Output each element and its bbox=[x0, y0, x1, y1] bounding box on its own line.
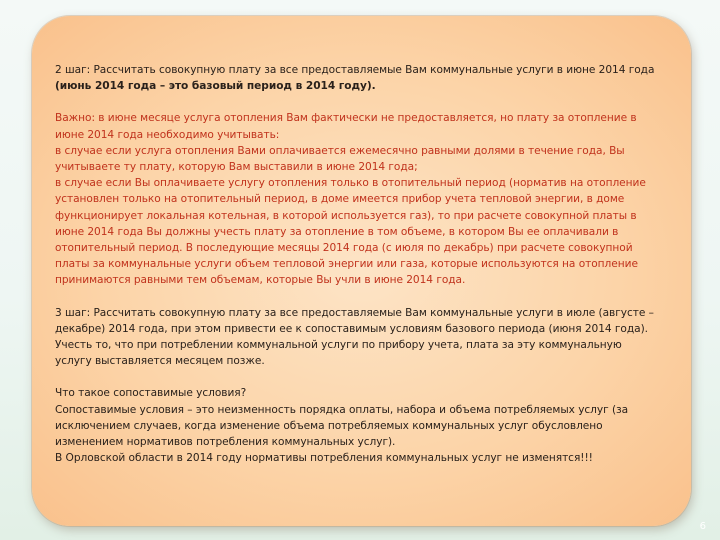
page-number: 6 bbox=[699, 521, 706, 532]
spacer bbox=[55, 94, 685, 110]
comparable-line: Что такое сопоставимые условия? bbox=[55, 387, 247, 400]
comparable-line: изменением нормативов потребления коммунальных услуг). bbox=[55, 436, 396, 449]
important-line: функционирует локальная котельная, в которой используется газ), то при расчете совокупной платы в bbox=[55, 209, 637, 222]
spacer bbox=[55, 289, 685, 305]
step3-line: 3 шаг: Рассчитать совокупную плату за все предоставляемые Вам коммунальные услуги в июле (августе – bbox=[55, 306, 654, 319]
important-line: июне 2014 года Вы должны учесть плату за отопление в том объеме, в котором Вы ее оплачивали в bbox=[55, 225, 619, 238]
important-line: июне 2014 года необходимо учитывать: bbox=[55, 128, 280, 141]
comparable-line: исключением случаев, когда изменение объема потребляемых коммунальных услуг обусловлено bbox=[55, 419, 603, 432]
important-line: установлен только на отопительный период, в доме имеется прибор учета тепловой энергии, в доме bbox=[55, 193, 625, 206]
step3-line: декабре) 2014 года, при этом привести ее к сопоставимым условиям базового периода (июня 2014 года). bbox=[55, 322, 648, 335]
important-line: в случае если Вы оплачиваете услугу отопления только в отопительный период (норматив на отопление bbox=[55, 177, 646, 190]
important-line: принимаются равными тем объемам, которые Вы учли в июне 2014 года. bbox=[55, 274, 466, 287]
step2-line1: 2 шаг: Рассчитать совокупную плату за все предоставляемые Вам коммунальные услуги в июне 2014 года bbox=[55, 64, 655, 76]
important-line: учитываете ту плату, которую Вам выставили в июне 2014 года; bbox=[55, 161, 418, 174]
comparable-line: В Орловской области в 2014 году нормативы потребления коммунальных услуг не изменятся!!! bbox=[55, 452, 593, 465]
important-line: отопительный период. В последующие месяцы 2014 года (с июля по декабрь) при расчете совокупной bbox=[55, 242, 633, 255]
important-line: в случае если услуга отопления Вами оплачивается ежемесячно равными долями в течение года, Вы bbox=[55, 144, 625, 157]
important-line: платы за коммунальные услуги объем тепловой энергии или газа, которые используются на отопление bbox=[55, 258, 638, 271]
step3-line: услугу выставляется месяцем позже. bbox=[55, 355, 265, 368]
step2-line2: (июнь 2014 года – это базовый период в 2014 году). bbox=[55, 80, 376, 93]
spacer bbox=[55, 369, 685, 385]
step3-line: Учесть то, что при потреблении коммунальной услуги по прибору учета, плата за эту коммунальную bbox=[55, 339, 622, 352]
comparable-line: Сопоставимые условия – это неизменность порядка оплаты, набора и объема потребляемых услуг (за bbox=[55, 403, 629, 416]
slide-content bbox=[55, 62, 685, 466]
important-line: Важно: в июне месяце услуга отопления Вам фактически не предоставляется, но плату за отопление в bbox=[55, 112, 637, 125]
